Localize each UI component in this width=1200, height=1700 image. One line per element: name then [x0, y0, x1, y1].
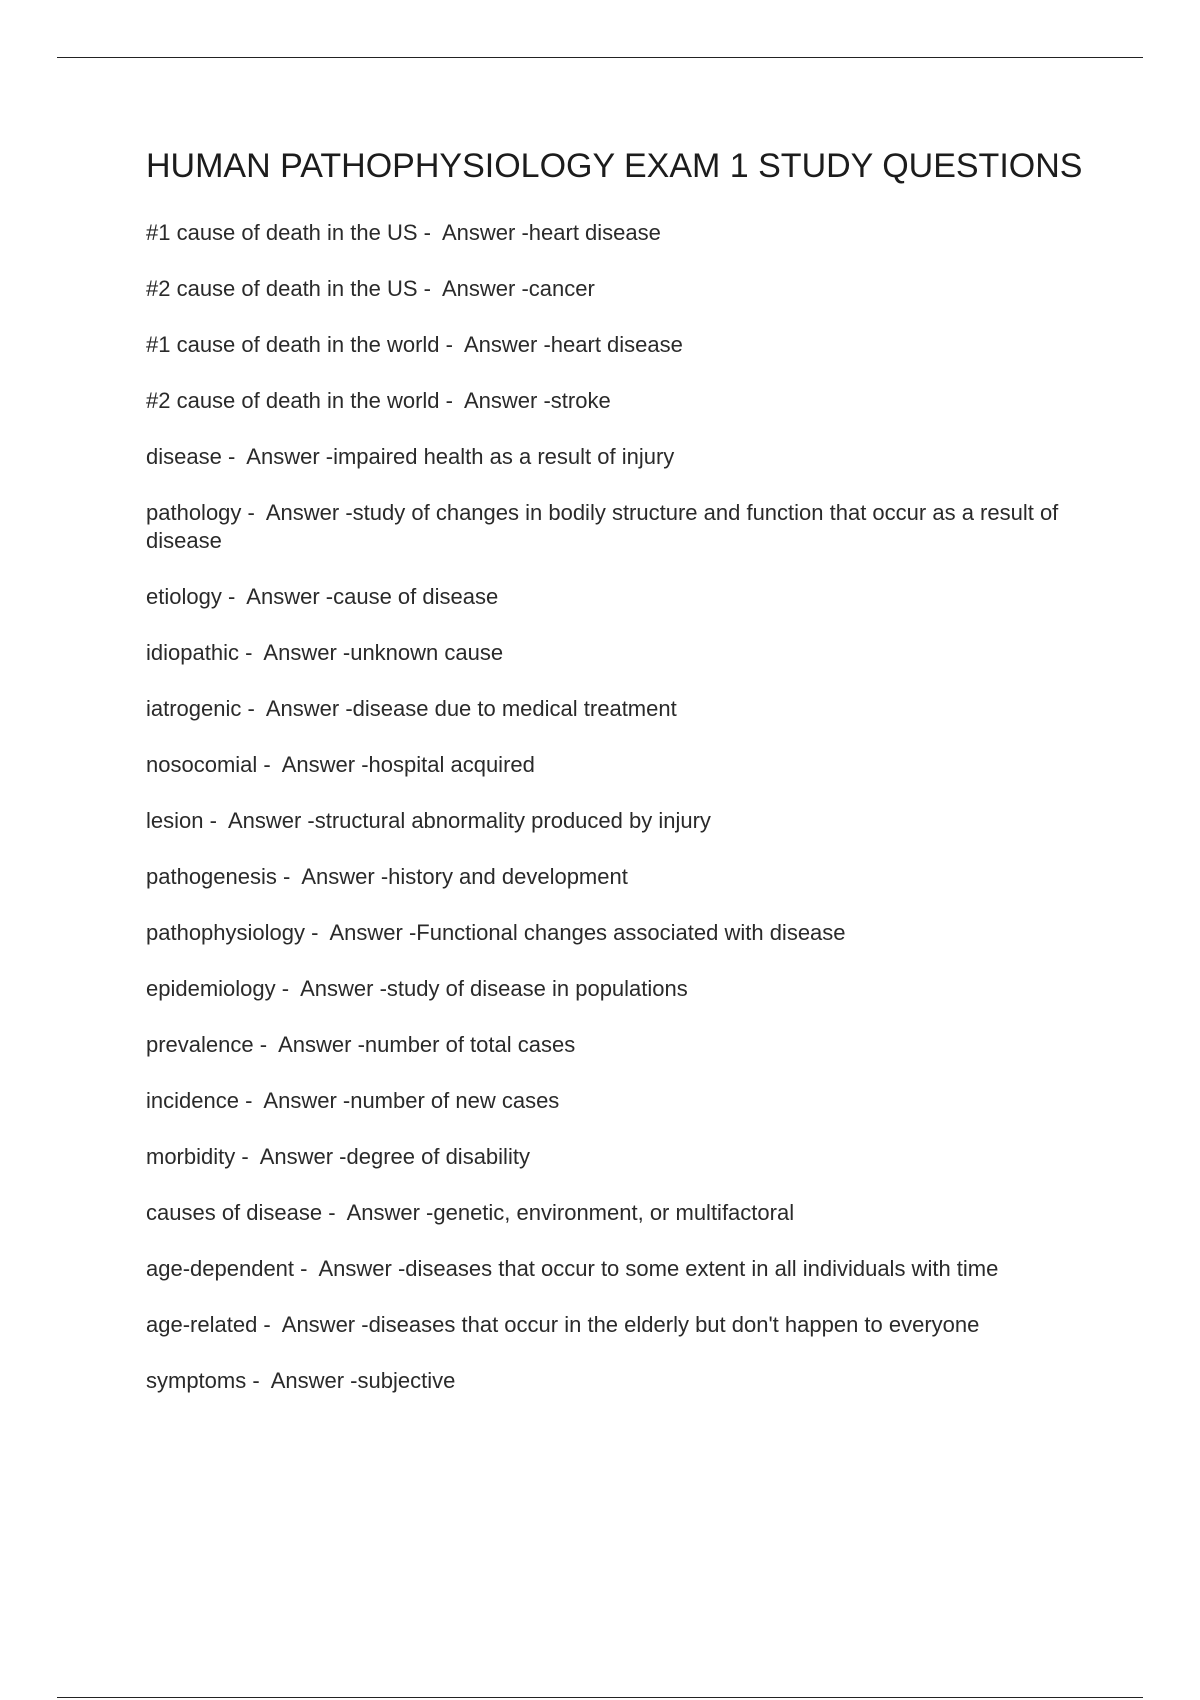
qa-answer: Functional changes associated with disease: [416, 920, 846, 945]
qa-item: [146, 975, 1086, 1003]
qa-term: symptoms: [146, 1368, 247, 1393]
qa-separator: -: [241, 696, 266, 721]
qa-answer-prefix: Answer -: [278, 1032, 365, 1057]
qa-separator: -: [322, 1200, 347, 1225]
qa-answer-prefix: Answer -: [270, 1368, 358, 1393]
qa-answer: unknown cause: [350, 640, 504, 665]
qa-item: [146, 275, 1086, 303]
qa-answer-prefix: Answer -: [318, 1256, 406, 1281]
qa-term: nosocomial: [146, 752, 258, 777]
qa-separator: -: [221, 444, 247, 469]
qa-term: etiology: [146, 584, 222, 609]
qa-item: [146, 1143, 1086, 1171]
qa-item: [146, 387, 1086, 415]
qa-separator: -: [238, 1088, 264, 1113]
qa-item: [146, 583, 1086, 611]
qa-answer-prefix: Answer -: [300, 976, 387, 1001]
qa-term: disease: [146, 444, 222, 469]
qa-item: [146, 219, 1086, 247]
qa-item: [146, 695, 1086, 723]
qa-separator: -: [253, 1032, 279, 1057]
qa-term: iatrogenic: [146, 696, 242, 721]
qa-term: #1 cause of death in the world: [146, 332, 440, 357]
qa-item: [146, 751, 1086, 779]
qa-item: [146, 499, 1086, 555]
qa-answer-prefix: Answer -: [265, 500, 353, 525]
qa-answer: disease due to medical treatment: [352, 696, 677, 721]
qa-item: [146, 919, 1086, 947]
qa-item: [146, 863, 1086, 891]
qa-answer: number of total cases: [364, 1032, 576, 1057]
qa-item: [146, 1087, 1086, 1115]
qa-answer: history and development: [388, 864, 628, 889]
qa-term: prevalence: [146, 1032, 254, 1057]
qa-term: age-dependent: [146, 1256, 295, 1281]
qa-separator: -: [203, 808, 228, 833]
qa-answer: cause of disease: [333, 584, 499, 609]
qa-term: #2 cause of death in the world: [146, 388, 440, 413]
qa-item: [146, 1199, 1086, 1227]
qa-separator: -: [417, 220, 442, 245]
qa-separator: -: [246, 1368, 271, 1393]
qa-separator: -: [439, 332, 464, 357]
qa-term: age-related: [146, 1312, 258, 1337]
qa-answer: study of changes in bodily structure and function that occur as a result of disease: [146, 500, 1059, 553]
qa-item: [146, 443, 1086, 471]
qa-answer: heart disease: [528, 220, 661, 245]
bottom-divider: [57, 1697, 1143, 1698]
qa-answer-prefix: Answer -: [227, 808, 315, 833]
qa-answer-prefix: Answer -: [259, 1144, 347, 1169]
qa-separator: -: [221, 584, 247, 609]
document-body: [146, 146, 1086, 1423]
qa-answer-prefix: Answer -: [263, 640, 351, 665]
qa-item: [146, 1031, 1086, 1059]
qa-term: pathogenesis: [146, 864, 277, 889]
qa-separator: -: [305, 920, 330, 945]
qa-separator: -: [276, 864, 302, 889]
qa-answer: number of new cases: [350, 1088, 560, 1113]
qa-term: pathophysiology: [146, 920, 306, 945]
qa-separator: -: [257, 1312, 282, 1337]
qa-answer-prefix: Answer -: [441, 276, 529, 301]
qa-answer-prefix: Answer -: [346, 1200, 434, 1225]
qa-term: causes of disease: [146, 1200, 323, 1225]
qa-answer: stroke: [550, 388, 611, 413]
qa-answer: genetic, environment, or multifactoral: [433, 1200, 795, 1225]
qa-answer-prefix: Answer -: [246, 584, 334, 609]
qa-answer-prefix: Answer -: [463, 332, 551, 357]
qa-item: [146, 639, 1086, 667]
qa-answer: heart disease: [550, 332, 683, 357]
qa-answer-prefix: Answer -: [281, 1312, 369, 1337]
qa-answer: structural abnormality produced by injury: [314, 808, 711, 833]
qa-answer-prefix: Answer -: [329, 920, 417, 945]
qa-term: pathology: [146, 500, 242, 525]
qa-answer-prefix: Answer -: [263, 1088, 351, 1113]
qa-term: morbidity: [146, 1144, 236, 1169]
qa-answer: diseases that occur in the elderly but don't happen to everyone: [368, 1312, 980, 1337]
qa-separator: -: [439, 388, 464, 413]
qa-term: incidence: [146, 1088, 239, 1113]
qa-item: [146, 1311, 1086, 1339]
qa-term: epidemiology: [146, 976, 276, 1001]
qa-answer: hospital acquired: [368, 752, 535, 777]
qa-separator: -: [294, 1256, 319, 1281]
qa-answer-prefix: Answer -: [463, 388, 551, 413]
qa-separator: -: [238, 640, 264, 665]
qa-answer: subjective: [357, 1368, 456, 1393]
qa-list: [146, 219, 1086, 1395]
qa-answer-prefix: Answer -: [265, 696, 353, 721]
qa-separator: -: [417, 276, 442, 301]
qa-answer-prefix: Answer -: [281, 752, 369, 777]
top-divider: [57, 57, 1143, 58]
qa-answer: study of disease in populations: [386, 976, 688, 1001]
qa-answer: cancer: [528, 276, 595, 301]
qa-separator: -: [275, 976, 301, 1001]
page-title: HUMAN PATHOPHYSIOLOGY EXAM 1 STUDY QUESTIONS: [146, 147, 1083, 185]
qa-separator: -: [241, 500, 266, 525]
qa-answer: degree of disability: [346, 1144, 530, 1169]
qa-term: idiopathic: [146, 640, 239, 665]
qa-separator: -: [257, 752, 282, 777]
qa-term: lesion: [146, 808, 204, 833]
qa-answer-prefix: Answer -: [246, 444, 334, 469]
qa-answer-prefix: Answer -: [441, 220, 529, 245]
qa-answer: diseases that occur to some extent in all individuals with time: [405, 1256, 999, 1281]
qa-separator: -: [235, 1144, 260, 1169]
qa-term: #2 cause of death in the US: [146, 276, 418, 301]
qa-item: [146, 1255, 1086, 1283]
qa-answer-prefix: Answer -: [301, 864, 389, 889]
qa-answer: impaired health as a result of injury: [333, 444, 675, 469]
qa-item: [146, 331, 1086, 359]
qa-item: [146, 1367, 1086, 1395]
qa-term: #1 cause of death in the US: [146, 220, 418, 245]
qa-item: [146, 807, 1086, 835]
